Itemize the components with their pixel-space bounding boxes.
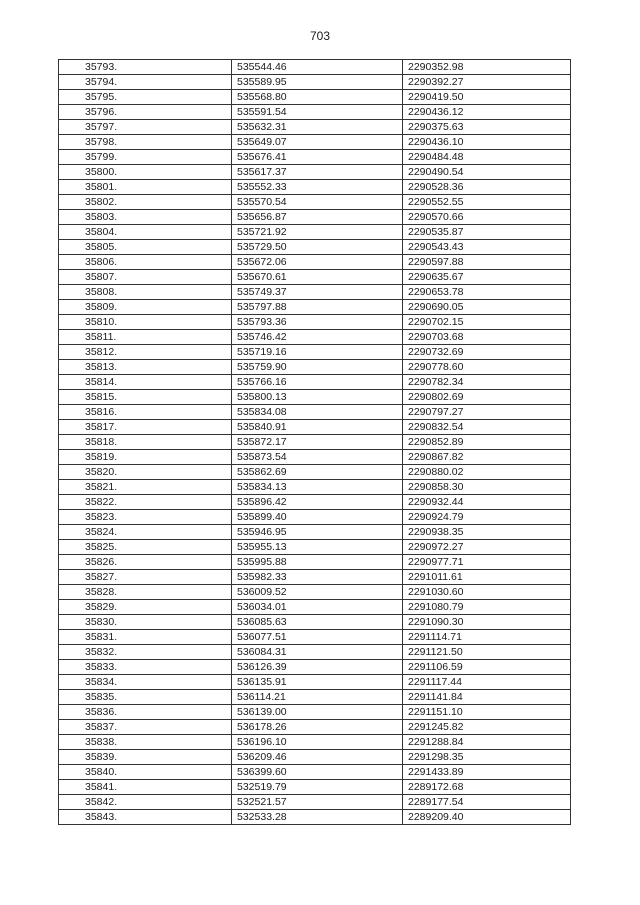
point-number-cell: 35826. xyxy=(59,555,232,570)
y-coordinate-cell: 2290932.44 xyxy=(403,495,571,510)
y-coordinate-cell: 2291288.84 xyxy=(403,735,571,750)
x-coordinate-cell: 535896.42 xyxy=(232,495,403,510)
y-coordinate-cell: 2290867.82 xyxy=(403,450,571,465)
point-number-cell: 35802. xyxy=(59,195,232,210)
point-number-cell: 35828. xyxy=(59,585,232,600)
point-number-cell: 35810. xyxy=(59,315,232,330)
point-number-cell: 35807. xyxy=(59,270,232,285)
point-number-cell: 35835. xyxy=(59,690,232,705)
point-number-cell: 35823. xyxy=(59,510,232,525)
table-row xyxy=(59,345,571,360)
y-coordinate-cell: 2290535.87 xyxy=(403,225,571,240)
x-coordinate-cell: 535649.07 xyxy=(232,135,403,150)
y-coordinate-cell: 2291298.35 xyxy=(403,750,571,765)
table-row xyxy=(59,690,571,705)
y-coordinate-cell: 2290352.98 xyxy=(403,60,571,75)
y-coordinate-cell: 2290375.63 xyxy=(403,120,571,135)
x-coordinate-cell: 532521.57 xyxy=(232,795,403,810)
x-coordinate-cell: 535982.33 xyxy=(232,570,403,585)
x-coordinate-cell: 535862.69 xyxy=(232,465,403,480)
x-coordinate-cell: 536085.63 xyxy=(232,615,403,630)
table-row xyxy=(59,705,571,720)
x-coordinate-cell: 536399.60 xyxy=(232,765,403,780)
x-coordinate-cell: 535834.13 xyxy=(232,480,403,495)
coordinates-table xyxy=(58,59,571,825)
x-coordinate-cell: 535746.42 xyxy=(232,330,403,345)
y-coordinate-cell: 2290392.27 xyxy=(403,75,571,90)
y-coordinate-cell: 2289177.54 xyxy=(403,795,571,810)
point-number-cell: 35811. xyxy=(59,330,232,345)
y-coordinate-cell: 2290570.66 xyxy=(403,210,571,225)
y-coordinate-cell: 2290490.54 xyxy=(403,165,571,180)
y-coordinate-cell: 2290653.78 xyxy=(403,285,571,300)
x-coordinate-cell: 532533.28 xyxy=(232,810,403,825)
point-number-cell: 35813. xyxy=(59,360,232,375)
table-row xyxy=(59,375,571,390)
y-coordinate-cell: 2290852.89 xyxy=(403,435,571,450)
point-number-cell: 35827. xyxy=(59,570,232,585)
table-row xyxy=(59,675,571,690)
table-row xyxy=(59,615,571,630)
point-number-cell: 35809. xyxy=(59,300,232,315)
table-row xyxy=(59,585,571,600)
x-coordinate-cell: 535955.13 xyxy=(232,540,403,555)
table-row xyxy=(59,525,571,540)
table-row xyxy=(59,330,571,345)
x-coordinate-cell: 535872.17 xyxy=(232,435,403,450)
x-coordinate-cell: 535995.88 xyxy=(232,555,403,570)
x-coordinate-cell: 536209.46 xyxy=(232,750,403,765)
page-number: 703 xyxy=(309,29,331,43)
y-coordinate-cell: 2291011.61 xyxy=(403,570,571,585)
table-row xyxy=(59,360,571,375)
table-row xyxy=(59,300,571,315)
y-coordinate-cell: 2290543.43 xyxy=(403,240,571,255)
point-number-cell: 35816. xyxy=(59,405,232,420)
y-coordinate-cell: 2291114.71 xyxy=(403,630,571,645)
x-coordinate-cell: 535591.54 xyxy=(232,105,403,120)
table-row xyxy=(59,150,571,165)
table-row xyxy=(59,645,571,660)
x-coordinate-cell: 536034.01 xyxy=(232,600,403,615)
table-row xyxy=(59,630,571,645)
y-coordinate-cell: 2291106.59 xyxy=(403,660,571,675)
x-coordinate-cell: 536135.91 xyxy=(232,675,403,690)
point-number-cell: 35822. xyxy=(59,495,232,510)
table-row xyxy=(59,480,571,495)
y-coordinate-cell: 2290732.69 xyxy=(403,345,571,360)
point-number-cell: 35833. xyxy=(59,660,232,675)
y-coordinate-cell: 2290484.48 xyxy=(403,150,571,165)
table-row xyxy=(59,105,571,120)
table-row xyxy=(59,465,571,480)
x-coordinate-cell: 535793.36 xyxy=(232,315,403,330)
x-coordinate-cell: 535721.92 xyxy=(232,225,403,240)
point-number-cell: 35814. xyxy=(59,375,232,390)
y-coordinate-cell: 2290778.60 xyxy=(403,360,571,375)
y-coordinate-cell: 2290832.54 xyxy=(403,420,571,435)
point-number-cell: 35812. xyxy=(59,345,232,360)
y-coordinate-cell: 2290597.88 xyxy=(403,255,571,270)
table-row xyxy=(59,765,571,780)
point-number-cell: 35806. xyxy=(59,255,232,270)
table-row xyxy=(59,180,571,195)
y-coordinate-cell: 2289209.40 xyxy=(403,810,571,825)
y-coordinate-cell: 2291245.82 xyxy=(403,720,571,735)
point-number-cell: 35832. xyxy=(59,645,232,660)
x-coordinate-cell: 536126.39 xyxy=(232,660,403,675)
table-row xyxy=(59,210,571,225)
y-coordinate-cell: 2291433.89 xyxy=(403,765,571,780)
point-number-cell: 35817. xyxy=(59,420,232,435)
table-row xyxy=(59,720,571,735)
point-number-cell: 35831. xyxy=(59,630,232,645)
table-row xyxy=(59,510,571,525)
y-coordinate-cell: 2290880.02 xyxy=(403,465,571,480)
point-number-cell: 35837. xyxy=(59,720,232,735)
x-coordinate-cell: 535749.37 xyxy=(232,285,403,300)
table-row xyxy=(59,390,571,405)
coordinates-table-body xyxy=(59,60,571,825)
y-coordinate-cell: 2290690.05 xyxy=(403,300,571,315)
y-coordinate-cell: 2291141.84 xyxy=(403,690,571,705)
y-coordinate-cell: 2291151.10 xyxy=(403,705,571,720)
x-coordinate-cell: 535589.95 xyxy=(232,75,403,90)
point-number-cell: 35830. xyxy=(59,615,232,630)
table-row xyxy=(59,75,571,90)
x-coordinate-cell: 535719.16 xyxy=(232,345,403,360)
y-coordinate-cell: 2289172.68 xyxy=(403,780,571,795)
x-coordinate-cell: 535568.80 xyxy=(232,90,403,105)
table-row xyxy=(59,600,571,615)
table-row xyxy=(59,420,571,435)
x-coordinate-cell: 535800.13 xyxy=(232,390,403,405)
point-number-cell: 35824. xyxy=(59,525,232,540)
x-coordinate-cell: 532519.79 xyxy=(232,780,403,795)
y-coordinate-cell: 2291090.30 xyxy=(403,615,571,630)
y-coordinate-cell: 2291121.50 xyxy=(403,645,571,660)
point-number-cell: 35800. xyxy=(59,165,232,180)
y-coordinate-cell: 2291080.79 xyxy=(403,600,571,615)
x-coordinate-cell: 535946.95 xyxy=(232,525,403,540)
y-coordinate-cell: 2290797.27 xyxy=(403,405,571,420)
y-coordinate-cell: 2290858.30 xyxy=(403,480,571,495)
point-number-cell: 35799. xyxy=(59,150,232,165)
table-row xyxy=(59,810,571,825)
point-number-cell: 35804. xyxy=(59,225,232,240)
x-coordinate-cell: 535873.54 xyxy=(232,450,403,465)
y-coordinate-cell: 2290436.10 xyxy=(403,135,571,150)
table-row xyxy=(59,255,571,270)
point-number-cell: 35801. xyxy=(59,180,232,195)
table-row xyxy=(59,135,571,150)
point-number-cell: 35796. xyxy=(59,105,232,120)
point-number-cell: 35825. xyxy=(59,540,232,555)
point-number-cell: 35805. xyxy=(59,240,232,255)
y-coordinate-cell: 2291117.44 xyxy=(403,675,571,690)
table-row xyxy=(59,90,571,105)
x-coordinate-cell: 535797.88 xyxy=(232,300,403,315)
y-coordinate-cell: 2290703.68 xyxy=(403,330,571,345)
table-row xyxy=(59,120,571,135)
table-row xyxy=(59,750,571,765)
point-number-cell: 35798. xyxy=(59,135,232,150)
point-number-cell: 35842. xyxy=(59,795,232,810)
x-coordinate-cell: 535672.06 xyxy=(232,255,403,270)
y-coordinate-cell: 2290436.12 xyxy=(403,105,571,120)
x-coordinate-cell: 535834.08 xyxy=(232,405,403,420)
table-row xyxy=(59,540,571,555)
table-row xyxy=(59,60,571,75)
x-coordinate-cell: 536009.52 xyxy=(232,585,403,600)
y-coordinate-cell: 2290924.79 xyxy=(403,510,571,525)
table-row xyxy=(59,165,571,180)
y-coordinate-cell: 2290552.55 xyxy=(403,195,571,210)
table-row xyxy=(59,195,571,210)
point-number-cell: 35815. xyxy=(59,390,232,405)
point-number-cell: 35821. xyxy=(59,480,232,495)
y-coordinate-cell: 2290528.36 xyxy=(403,180,571,195)
x-coordinate-cell: 535840.91 xyxy=(232,420,403,435)
x-coordinate-cell: 535617.37 xyxy=(232,165,403,180)
y-coordinate-cell: 2290977.71 xyxy=(403,555,571,570)
y-coordinate-cell: 2290938.35 xyxy=(403,525,571,540)
point-number-cell: 35820. xyxy=(59,465,232,480)
table-row xyxy=(59,555,571,570)
x-coordinate-cell: 535899.40 xyxy=(232,510,403,525)
x-coordinate-cell: 535570.54 xyxy=(232,195,403,210)
table-row xyxy=(59,570,571,585)
x-coordinate-cell: 535656.87 xyxy=(232,210,403,225)
point-number-cell: 35839. xyxy=(59,750,232,765)
x-coordinate-cell: 536178.26 xyxy=(232,720,403,735)
table-row xyxy=(59,450,571,465)
x-coordinate-cell: 535759.90 xyxy=(232,360,403,375)
point-number-cell: 35838. xyxy=(59,735,232,750)
table-row xyxy=(59,660,571,675)
x-coordinate-cell: 535552.33 xyxy=(232,180,403,195)
x-coordinate-cell: 535632.31 xyxy=(232,120,403,135)
table-row xyxy=(59,780,571,795)
point-number-cell: 35803. xyxy=(59,210,232,225)
point-number-cell: 35834. xyxy=(59,675,232,690)
x-coordinate-cell: 535676.41 xyxy=(232,150,403,165)
point-number-cell: 35836. xyxy=(59,705,232,720)
y-coordinate-cell: 2290782.34 xyxy=(403,375,571,390)
point-number-cell: 35841. xyxy=(59,780,232,795)
x-coordinate-cell: 535544.46 xyxy=(232,60,403,75)
point-number-cell: 35797. xyxy=(59,120,232,135)
table-row xyxy=(59,495,571,510)
point-number-cell: 35843. xyxy=(59,810,232,825)
point-number-cell: 35793. xyxy=(59,60,232,75)
table-row xyxy=(59,795,571,810)
point-number-cell: 35819. xyxy=(59,450,232,465)
point-number-cell: 35829. xyxy=(59,600,232,615)
x-coordinate-cell: 535766.16 xyxy=(232,375,403,390)
table-row xyxy=(59,735,571,750)
x-coordinate-cell: 536114.21 xyxy=(232,690,403,705)
x-coordinate-cell: 535670.61 xyxy=(232,270,403,285)
table-row xyxy=(59,405,571,420)
table-row xyxy=(59,270,571,285)
y-coordinate-cell: 2291030.60 xyxy=(403,585,571,600)
point-number-cell: 35818. xyxy=(59,435,232,450)
table-row xyxy=(59,435,571,450)
x-coordinate-cell: 536196.10 xyxy=(232,735,403,750)
y-coordinate-cell: 2290635.67 xyxy=(403,270,571,285)
table-row xyxy=(59,240,571,255)
point-number-cell: 35794. xyxy=(59,75,232,90)
table-row xyxy=(59,285,571,300)
point-number-cell: 35840. xyxy=(59,765,232,780)
y-coordinate-cell: 2290702.15 xyxy=(403,315,571,330)
table-row xyxy=(59,225,571,240)
x-coordinate-cell: 536084.31 xyxy=(232,645,403,660)
y-coordinate-cell: 2290419.50 xyxy=(403,90,571,105)
x-coordinate-cell: 536139.00 xyxy=(232,705,403,720)
x-coordinate-cell: 535729.50 xyxy=(232,240,403,255)
x-coordinate-cell: 536077.51 xyxy=(232,630,403,645)
table-row xyxy=(59,315,571,330)
y-coordinate-cell: 2290972.27 xyxy=(403,540,571,555)
y-coordinate-cell: 2290802.69 xyxy=(403,390,571,405)
point-number-cell: 35795. xyxy=(59,90,232,105)
point-number-cell: 35808. xyxy=(59,285,232,300)
